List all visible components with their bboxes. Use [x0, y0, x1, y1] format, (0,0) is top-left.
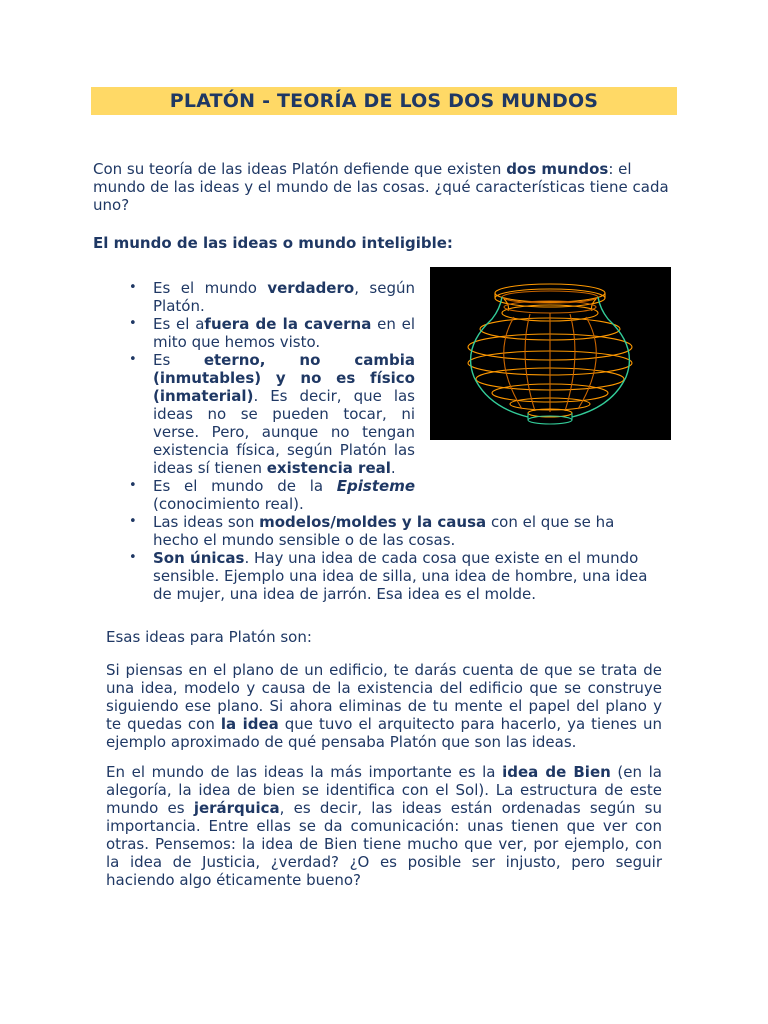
list-text: Las ideas son — [153, 513, 260, 531]
list-text: en el mito que hemos visto. — [153, 315, 415, 351]
list-bold-italic: Episteme — [336, 477, 415, 495]
list-item — [110, 315, 415, 351]
list-bold: Son únicas — [153, 549, 245, 567]
paragraph-text: Si piensas en el plano de un edificio, te darás cuenta de que se trata de una idea, modelo y causa de la existencia del edificio que se construye siguiendo ese plano. Si ahora eliminas de tu mente el papel del plano y te quedas con — [106, 661, 662, 733]
paragraph-text: , es decir, las ideas están ordenadas según su importancia. Entre ellas se da comunicación: unas tienen que ver con otras. Pensemos: la idea de Bien tiene mucho que ver, por ejemplo, con la idea de Justicia, ¿verdad? ¿O es posible ser injusto, pero seguir haciendo algo éticamente bueno? — [106, 799, 662, 889]
list-bold: fuera de la caverna — [204, 315, 372, 333]
paragraph-text: (en la alegoría, la idea de bien se identifica con el Sol). La estructura de este mundo es — [106, 763, 662, 817]
list-bold: eterno, no cambia (inmutables) y no es físico (inmaterial) — [153, 351, 416, 405]
paragraph-text: En el mundo de las ideas la más importante es la — [106, 763, 503, 781]
list-bold: existencia real — [266, 459, 391, 477]
list-item — [110, 351, 415, 477]
plano-paragraph — [106, 661, 662, 751]
paragraph-bold: la idea — [220, 715, 279, 733]
paragraph-bold: jerárquica — [193, 799, 280, 817]
list-item — [110, 477, 415, 513]
intro-text: : el mundo de las ideas y el mundo de las cosas. ¿qué características tiene cada uno? — [93, 160, 669, 214]
intro-bold: dos mundos — [506, 160, 609, 178]
list-bold: modelos/moldes y la causa — [259, 513, 487, 531]
list-text: Es el a — [153, 315, 205, 333]
list-text: Es el mundo — [153, 279, 268, 297]
bien-paragraph — [106, 763, 662, 889]
intro-text: Con su teoría de las ideas Platón defiende que existen — [93, 160, 507, 178]
list-text: . Es decir, que las ideas no se pueden tocar, ni verse. Pero, aunque no tengan existencia física, según Platón las ideas sí tienen — [153, 387, 415, 477]
list-text: con el que se ha hecho el mundo sensible o de las cosas. — [153, 513, 615, 549]
section-heading: El mundo de las ideas o mundo inteligible: — [93, 234, 453, 252]
list-text: Es el mundo de la — [153, 477, 337, 495]
list-text: . Hay una idea de cada cosa que existe en el mundo sensible. Ejemplo una idea de silla, una idea de hombre, una idea de mujer, una idea de jarrón. Esa idea es el molde. — [153, 549, 648, 603]
intro-paragraph — [93, 160, 673, 214]
page-title: PLATÓN - TEORÍA DE LOS DOS MUNDOS — [169, 90, 599, 112]
list-item — [110, 513, 663, 549]
vase-wireframe-image — [430, 267, 671, 440]
list-text: . — [390, 459, 396, 477]
list-text: , según Platón. — [153, 279, 415, 315]
paragraph-bold: idea de Bien — [502, 763, 611, 781]
list-text: Es — [153, 351, 204, 369]
esas-paragraph: Esas ideas para Platón son: — [106, 628, 312, 646]
list-item — [110, 549, 663, 603]
title-banner — [91, 87, 677, 115]
list-bold: verdadero — [267, 279, 355, 297]
paragraph-text: que tuvo el arquitecto para hacerlo, ya tienes un ejemplo aproximado de qué pensaba Platón que son las ideas. — [106, 715, 662, 751]
vase-icon — [430, 267, 671, 440]
list-item — [110, 279, 415, 315]
list-text: (conocimiento real). — [153, 495, 304, 513]
